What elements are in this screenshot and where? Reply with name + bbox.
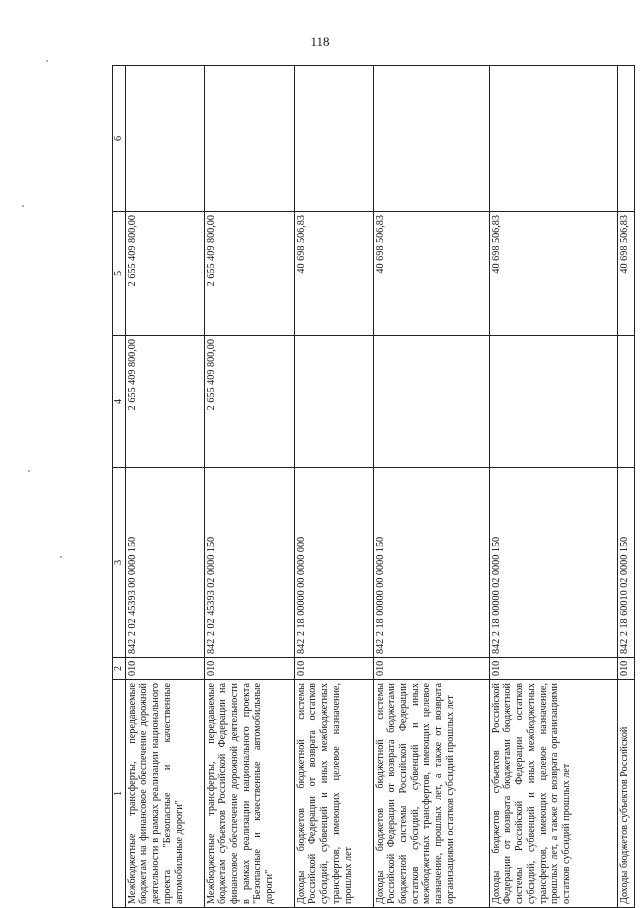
- row-kbk: 842 2 18 00000 02 0000 150: [489, 468, 618, 658]
- row-col4-value: 2 655 409 800,00: [125, 336, 204, 468]
- scan-speck: [60, 556, 62, 558]
- table-row: [294, 66, 373, 908]
- header-col-3: 3: [113, 468, 126, 658]
- row-code: 010: [489, 658, 618, 680]
- header-col-5: 5: [113, 212, 126, 336]
- row-col4-value: [618, 336, 635, 468]
- table-row: [373, 66, 489, 908]
- table-row: [204, 66, 294, 908]
- row-col6-value: [489, 66, 618, 212]
- row-code: 010: [618, 658, 635, 680]
- row-description: Доходы бюджетов субъектов Российской Федерации от возврата бюджетами бюджетной системы Российской Федерации остатков субсидий, субвенций и иных межбюджетных трансфертов, имеющих целевое назначение, прошлых лет, а также от возврата организациями остатков субсидий прошлых лет: [489, 680, 618, 908]
- table-row: [618, 66, 635, 908]
- row-code: 010: [373, 658, 489, 680]
- row-code: 010: [204, 658, 294, 680]
- header-col-1: 1: [113, 680, 126, 908]
- row-col4-value: [373, 336, 489, 468]
- row-col5-value: 40 698 506,83: [373, 212, 489, 336]
- table-header-row: [113, 66, 126, 908]
- table-row: [125, 66, 204, 908]
- row-kbk: 842 2 18 00000 00 0000 150: [373, 468, 489, 658]
- scan-speck: [46, 60, 48, 62]
- row-kbk: 842 2 02 45393 00 0000 150: [125, 468, 204, 658]
- row-col6-value: [373, 66, 489, 212]
- rotated-table-container: [112, 66, 635, 908]
- row-description: Доходы бюджетов субъектов Российской: [618, 680, 635, 908]
- row-col5-value: 40 698 506,83: [489, 212, 618, 336]
- page-number: 118: [310, 34, 330, 49]
- budget-table: [112, 65, 635, 908]
- row-col5-value: 40 698 506,83: [294, 212, 373, 336]
- row-kbk: 842 2 18 60010 02 0000 150: [618, 468, 635, 658]
- row-col4-value: [294, 336, 373, 468]
- row-col4-value: [489, 336, 618, 468]
- table-row: [489, 66, 618, 908]
- row-kbk: 842 2 02 45393 02 0000 150: [204, 468, 294, 658]
- row-col4-value: 2 655 409 800,00: [204, 336, 294, 468]
- header-col-4: 4: [113, 336, 126, 468]
- row-description: Доходы бюджетов бюджетной системы Российской Федерации от возврата остатков субсидий, субвенций и иных межбюджетных трансфертов, имеющих целевое назначение, прошлых лет: [294, 680, 373, 908]
- row-col6-value: [618, 66, 635, 212]
- row-col6-value: [204, 66, 294, 212]
- header-col-6: 6: [113, 66, 126, 212]
- row-col5-value: 2 655 409 800,00: [204, 212, 294, 336]
- row-description: Доходы бюджетов бюджетной системы Российской Федерации от возврата бюджетами бюджетной системы Российской Федерации остатков субсидий, субвенций и иных межбюджетных трансфертов, имеющих целевое назначение, прошлых лет, а также от возврата организациями остатков субсидий прошлых лет: [373, 680, 489, 908]
- row-description: Межбюджетные трансферты, передаваемые бюджетам субъектов Российской Федерации на финансовое обеспечение дорожной деятельности в рамках реализации национального проекта "Безопасные и качественные автомобильные дороги": [204, 680, 294, 908]
- row-code: 010: [294, 658, 373, 680]
- row-col6-value: [294, 66, 373, 212]
- scan-speck: [28, 470, 30, 472]
- row-col5-value: 40 698 506,83: [618, 212, 635, 336]
- row-col6-value: [125, 66, 204, 212]
- scan-speck: [22, 205, 24, 207]
- header-col-2: 2: [113, 658, 126, 680]
- row-col5-value: 2 655 409 800,00: [125, 212, 204, 336]
- row-code: 010: [125, 658, 204, 680]
- row-description: Межбюджетные трансферты, передаваемые бюджетам на финансовое обеспечение дорожной деятельности в рамках реализации национального проекта "Безопасные и качественные автомобильные дороги": [125, 680, 204, 908]
- row-kbk: 842 2 18 00000 00 0000 000: [294, 468, 373, 658]
